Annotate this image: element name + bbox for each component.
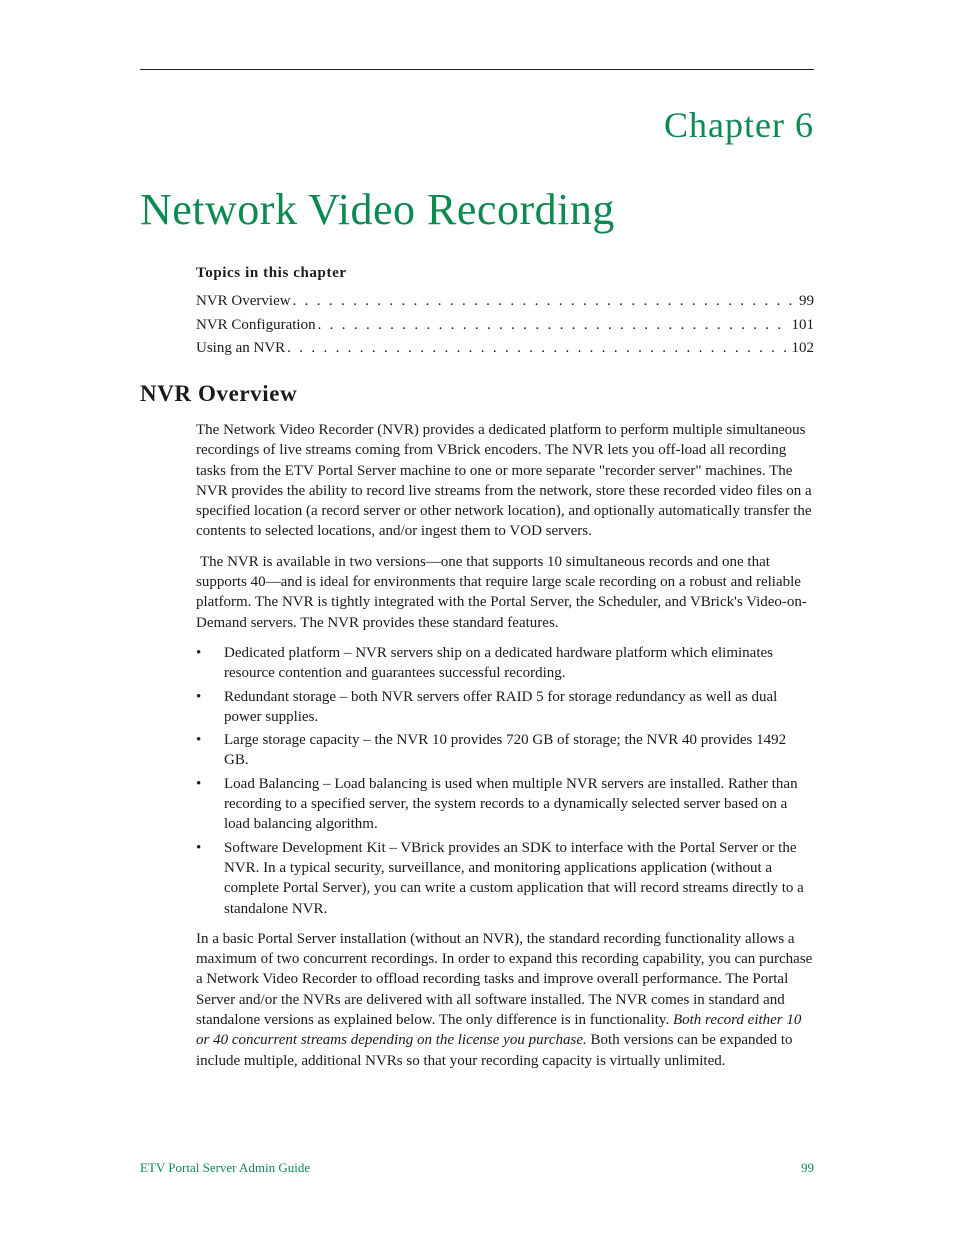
toc-item-label: NVR Configuration — [196, 316, 316, 333]
list-item — [196, 687, 814, 728]
footer-page-number: 99 — [801, 1160, 814, 1175]
bullet-icon: • — [196, 644, 202, 661]
section-heading: NVR Overview — [140, 381, 298, 406]
paragraph-text: In a basic Portal Server installation (without an NVR), the standard recording functionality allows a maximum of two concurrent recordings. In order to expand this recording capability, you can purchase a Network Video Recorder to offload recording tasks and improve overall performance. The Portal Server and/or the NVRs are delivered with all software installed. The NVR comes in standard and standalone versions as explained below. The only difference is in functionality. — [196, 930, 813, 1029]
list-item — [196, 838, 814, 919]
topics-heading: Topics in this chapter — [196, 265, 347, 281]
toc-leader-dots — [293, 293, 797, 310]
toc-item-page: 99 — [799, 293, 814, 309]
list-item — [196, 730, 814, 771]
list-item-text: Dedicated platform – NVR servers ship on a dedicated hardware platform which eliminates resource contention and guarantees successful recording. — [224, 644, 773, 682]
paragraph-text: Both versions can be expanded to include multiple, additional NVRs so that your recording capacity is virtually unlimited. — [196, 1032, 793, 1069]
paragraph-emphasis: Both record either 10 or 40 concurrent streams depending on the license you purchase. — [196, 1012, 802, 1049]
feature-list — [196, 643, 814, 919]
list-item — [196, 643, 814, 684]
list-item-text: Software Development Kit – VBrick provides an SDK to interface with the Portal Server or the NVR. In a typical security, surveillance, and monitoring applications application (without a complete Portal Server), you can write a custom application that will record streams directly to a standalone NVR. — [224, 839, 804, 917]
list-item-text: Load Balancing – Load balancing is used when multiple NVR servers are installed. Rather than recording to a specified server, the system records to a dynamically selected server based on a load balancing algorithm. — [224, 775, 798, 833]
bullet-icon: • — [196, 775, 202, 792]
topics-list — [196, 265, 814, 364]
header-rule — [140, 69, 814, 70]
chapter-title: Network Video Recording — [140, 185, 615, 234]
bullet-icon: • — [196, 839, 202, 856]
toc-item-page: 101 — [791, 316, 814, 333]
toc-item-label: Using an NVR — [196, 340, 286, 356]
toc-item-nvr-configuration[interactable] — [196, 317, 814, 341]
toc-item-nvr-overview[interactable] — [196, 293, 814, 317]
bullet-icon: • — [196, 732, 202, 749]
toc-leader-dots — [318, 317, 790, 334]
paragraph: The Network Video Recorder (NVR) provides a dedicated platform to perform multiple simultaneous recordings of live streams coming from VBrick encoders. The NVR lets you off-load all recording tasks from the ETV Portal Server machine to one or more separate "recorder server" machines. The NVR provides the ability to record live streams from the network, store these recorded video files on a specified location (a record server or other network location), and optionally automatically transfer the contents to selected locations, and/or ingest them to VOD servers. — [196, 422, 812, 540]
list-item-text: Redundant storage – both NVR servers offer RAID 5 for storage redundancy as well as dual power supplies. — [224, 688, 778, 725]
toc-item-label: NVR Overview — [196, 293, 291, 309]
bullet-icon: • — [196, 688, 202, 705]
toc-leader-dots — [287, 340, 789, 357]
chapter-label: Chapter 6 — [664, 105, 814, 145]
paragraph: The NVR is available in two versions—one that supports 10 simultaneous records and one that supports 40—and is ideal for environments that require large scale recording on a robust and reliable platform. The NVR is tightly integrated with the Portal Server, the Scheduler, and VBrick's Video-on-Demand servers. The NVR provides these standard features. — [196, 553, 807, 631]
section-body — [196, 420, 814, 1081]
list-item-text: Large storage capacity – the NVR 10 provides 720 GB of storage; the NVR 40 provides 1492 GB. — [224, 732, 787, 769]
toc-item-using-an-nvr[interactable] — [196, 340, 814, 364]
footer-title: ETV Portal Server Admin Guide — [140, 1160, 311, 1175]
list-item — [196, 774, 814, 835]
toc-item-page: 102 — [791, 340, 814, 356]
paragraph — [196, 929, 814, 1071]
